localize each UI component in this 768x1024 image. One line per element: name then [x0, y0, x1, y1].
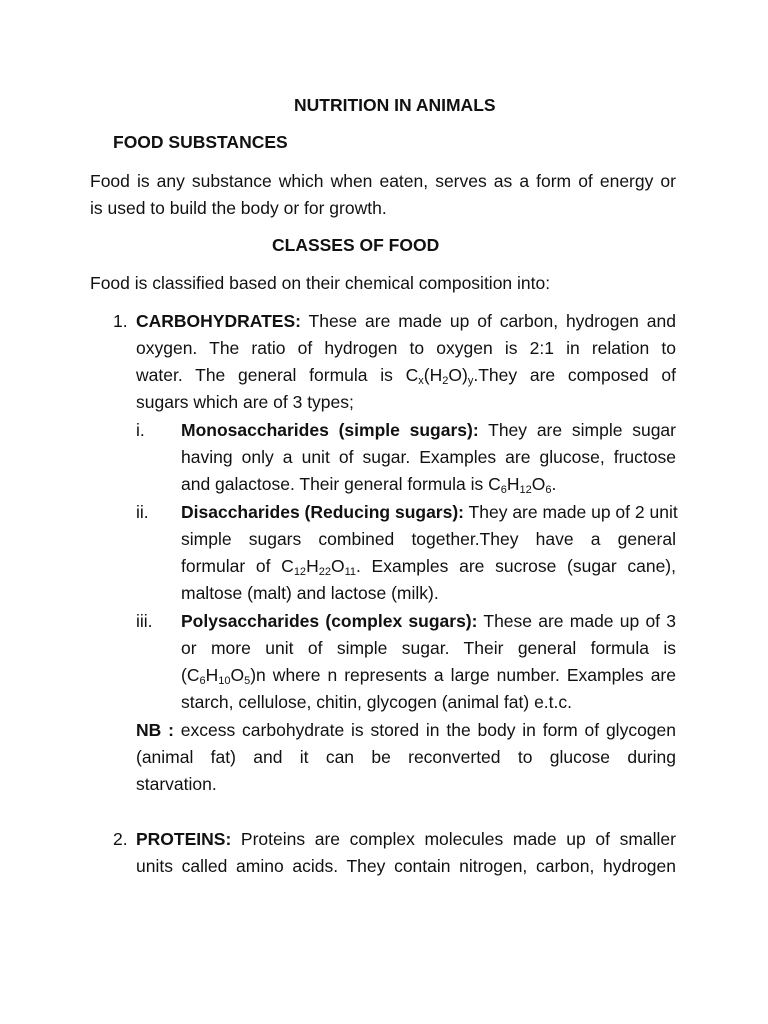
formula-text: and galactose. Their general formula is C: [181, 474, 501, 494]
formula-text: O: [330, 556, 345, 576]
formula-text: .They are composed of: [473, 365, 676, 385]
formula-text: H: [506, 474, 520, 494]
polysaccharides-line-1: [181, 608, 676, 635]
formula-text: O: [531, 474, 546, 494]
disaccharides-line-1: [181, 499, 676, 526]
formula-subscript: 12: [293, 566, 307, 578]
list-number-2: 2.: [113, 829, 128, 849]
monosaccharides-heading: Monosaccharides (simple sugars):: [181, 420, 479, 440]
monosaccharides-line-2: having only a unit of sugar. Examples are glucose, fructose: [181, 447, 676, 467]
monosaccharides-line-1: [181, 417, 676, 444]
formula-subscript: 12: [519, 484, 532, 496]
polysaccharides-line-2: or more unit of simple sugar. Their general formula is: [181, 638, 676, 658]
carbohydrates-line-4: sugars which are of 3 types;: [136, 392, 354, 412]
paragraph-classification: Food is classified based on their chemical composition into:: [90, 273, 551, 293]
sub-list-label-ii: ii.: [136, 502, 149, 522]
paragraph-food-definition-line-1: Food is any substance which when eaten, serves as a form of energy or: [90, 171, 676, 191]
formula-subscript: 22: [318, 566, 331, 578]
formula-subscript: 10: [218, 675, 231, 687]
formula-subscript: 6: [545, 484, 552, 496]
formula-text: (H: [423, 365, 443, 385]
formula-subscript: 6: [500, 484, 507, 496]
formula-text: O): [448, 365, 468, 385]
formula-subscript: 5: [244, 675, 251, 687]
section-heading-classes-of-food: CLASSES OF FOOD: [272, 235, 440, 255]
formula-text: water. The general formula is C: [136, 365, 419, 385]
sub-list-label-i: i.: [136, 420, 145, 440]
formula-subscript: 2: [442, 375, 449, 387]
disaccharides-heading: Disaccharides (Reducing sugars):: [181, 502, 464, 522]
monosaccharides-line-3: [181, 471, 556, 498]
sub-list-label-iii: iii.: [136, 611, 153, 631]
formula-subscript: 6: [199, 675, 206, 687]
formula-text: (C: [181, 665, 200, 685]
formula-text: H: [205, 665, 219, 685]
formula-text: H: [306, 556, 319, 576]
polysaccharides-line-3: [181, 662, 676, 689]
nb-line-3: starvation.: [136, 774, 217, 794]
carbohydrates-line-1-text: These are made up of carbon, hydrogen and: [300, 311, 676, 331]
formula-text: formular of C: [181, 556, 294, 576]
formula-subscript: x: [418, 375, 424, 387]
disaccharides-line-2: simple sugars combined together.They have a general: [181, 529, 676, 549]
proteins-text: Proteins are complex molecules made up of smaller: [231, 829, 676, 849]
monosaccharides-text: They are simple sugar: [478, 420, 676, 440]
formula-subscript: 11: [344, 566, 356, 578]
document-title: NUTRITION IN ANIMALS: [294, 95, 496, 115]
carbohydrates-line-2: oxygen. The ratio of hydrogen to oxygen is 2:1 in relation to: [136, 338, 676, 358]
disaccharides-line-4: maltose (malt) and lactose (milk).: [181, 583, 439, 603]
polysaccharides-heading: Polysaccharides (complex sugars):: [181, 611, 478, 631]
paragraph-food-definition-line-2: is used to build the body or for growth.: [90, 198, 387, 218]
proteins-line-1: [136, 826, 676, 853]
formula-text: O: [230, 665, 245, 685]
polysaccharides-text: These are made up of 3: [477, 611, 677, 631]
carbohydrates-heading: CARBOHYDRATES:: [136, 311, 301, 331]
nb-line-1: [136, 717, 676, 744]
nb-line-2: (animal fat) and it can be reconverted to glucose during: [136, 747, 676, 767]
polysaccharides-line-4: starch, cellulose, chitin, glycogen (animal fat) e.t.c.: [181, 692, 573, 712]
carbohydrates-line-3: [136, 362, 676, 389]
formula-text: )n where n represents a large number. Examples are: [250, 665, 676, 685]
proteins-heading: PROTEINS:: [136, 829, 232, 849]
section-heading-food-substances: FOOD SUBSTANCES: [113, 132, 288, 152]
list-number-1: 1.: [113, 311, 128, 331]
nb-label: NB :: [136, 720, 174, 740]
formula-subscript: y: [467, 375, 474, 387]
disaccharides-line-3: [181, 553, 676, 580]
formula-text: .: [551, 474, 557, 494]
formula-text: . Examples are sucrose (sugar cane),: [356, 556, 676, 576]
proteins-line-2: units called amino acids. They contain nitrogen, carbon, hydrogen: [136, 856, 676, 876]
disaccharides-text: They are made up of 2 unit: [464, 502, 678, 522]
carbohydrates-line-1: [136, 308, 676, 335]
nb-text: excess carbohydrate is stored in the body in form of glycogen: [173, 720, 676, 740]
